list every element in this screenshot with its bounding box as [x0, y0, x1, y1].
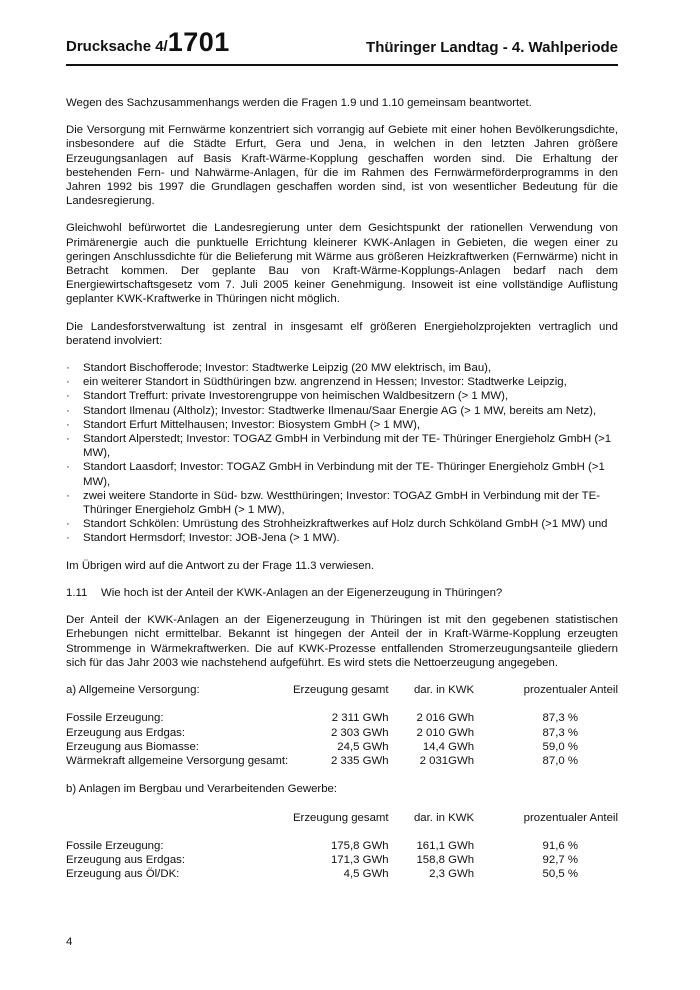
paragraph-1: Wegen des Sachzusammenhangs werden die Fragen 1.9 und 1.10 gemeinsam beantwortet. [66, 97, 532, 109]
bullet-icon: · [66, 518, 70, 531]
question-text: Wie hoch ist der Anteil der KWK-Anlagen an der Eigenerzeugung in Thüringen? [101, 586, 503, 599]
paragraph-5: Im Übrigen wird auf die Antwort zu der Frage 11.3 verwiesen. [66, 559, 375, 572]
project-list [66, 361, 618, 546]
bullet-icon: · [66, 404, 70, 417]
parliament-title: Thüringer Landtag - 4. Wahlperiode [366, 39, 618, 56]
bullet-icon: · [66, 433, 70, 446]
table-row: Erzeugung aus Erdgas: 171,3 GWh 158,8 GWh 92,7 % [66, 854, 578, 867]
bullet-icon: · [66, 418, 70, 431]
doc-number: 1701 [167, 27, 230, 57]
document-body [66, 96, 618, 882]
table-header-row [66, 811, 618, 825]
paragraph-2: Die Versorgung mit Fernwärme konzentriert sich vorrangig auf Gebiete mit einer hohen Bevölkerungsdichte, insbesondere auf die Städte Erfurt, Gera und Jena, in welchen in den letzten Jahren größere Erzeugungsanlagen auf Basis Kraft-Wärme-Kopplung geschaffen worden sind. Die Erhaltung der bestehenden Fern- und Nahwärme-Anlagen, für die im Rahmen des Fernwärmeförderprogramms in den Jahren 1992 bis 1997 die Grundlagen geschaffen worden sind, ist von wesentlicher Bedeutung für die Landesregierung. [66, 124, 618, 208]
question-number: 1.11 [66, 586, 88, 599]
table-title-row [66, 782, 618, 796]
column-header: Erzeugung gesamt [292, 811, 389, 824]
bullet-icon: · [66, 489, 70, 502]
list-item: · Standort Alperstedt; Investor: TOGAZ GmbH in Verbindung mit der TE- Thüringer Energieholz GmbH (>1 MW), [66, 433, 612, 460]
table-row: Erzeugung aus Öl/DK: 4,5 GWh 2,3 GWh 50,5 % [66, 868, 578, 881]
table-row: Erzeugung aus Biomasse: 24,5 GWh 14,4 GWh 59,0 % [66, 740, 578, 753]
paragraph-6: Der Anteil der KWK-Anlagen an der Eigenerzeugung in Thüringen ist mit den gegebenen statistischen Erhebungen nicht ermittelbar. Bekannt ist hingegen der Anteil der in Kraft-Wärme-Kopplung erzeugten Strommenge in Wärmekraftwerken. Die auf KWK-Prozesse entfallenden Stromerzeugungsanteile gliedern sich für das Jahr 2003 wie nachstehend aufgeführt. Es wird stets die Nettoerzeugung angegeben. [66, 614, 618, 669]
question-1-11 [66, 586, 618, 600]
column-header: dar. in KWK [413, 811, 475, 824]
bullet-icon: · [66, 532, 70, 545]
list-item: · ein weiterer Standort in Südthüringen bzw. angrenzend in Hessen; Investor: Stadtwerke Leipzig, [66, 376, 567, 389]
table-row: Fossile Erzeugung: 175,8 GWh 161,1 GWh 91,6 % [66, 840, 578, 853]
bullet-icon: · [66, 376, 70, 389]
table-row: Erzeugung aus Erdgas: 2 303 GWh 2 010 GWh 87,3 % [66, 726, 578, 739]
paragraph-4: Die Landesforstverwaltung ist zentral in insgesamt elf größeren Energieholzprojekten vertraglich und beratend involviert: [66, 320, 618, 347]
column-header: prozentualer Anteil [523, 811, 618, 824]
list-item: · Standort Bischofferode; Investor: Stadtwerke Leipzig (20 MW elektrisch, im Bau), [66, 362, 492, 375]
table-header-row [66, 683, 618, 697]
list-item: · Standort Schkölen: Umrüstung des Strohheizkraftwerkes auf Holz durch Schköland GmbH (>1 MW) und [66, 518, 608, 531]
paragraph-3: Gleichwohl befürwortet die Landesregierung unter dem Gesichtspunkt der rationellen Verwendung von Primärenergie auch die punktuelle Errichtung kleinerer KWK-Anlagen in Gebieten, die wegen einer zu geringen Anschlussdichte für die Belieferung mit Wärme aus größeren Heizkraftwerken (Fernwärme) nicht in Betracht kommen. Der geplante Bau von Kraft-Wärme-Kopplungs-Anlagen bedarf nach dem Energiewirtschaftsgesetz vom 7. Juli 2005 keiner Genehmigung. Insoweit ist eine vollständige Auflistung geplanter KWK-Kraftwerke in Thüringen nicht möglich. [66, 222, 618, 306]
column-header: Erzeugung gesamt [292, 683, 389, 696]
document-number [66, 27, 230, 58]
doc-label: Drucksache 4/ [66, 38, 168, 55]
list-item: · Standort Hermsdorf; Investor: JOB-Jena (> 1 MW). [66, 532, 340, 545]
list-item: · zwei weitere Standorte in Süd- bzw. Westthüringen; Investor: TOGAZ GmbH in Verbindung mit der TE-Thüringer Energieholz GmbH (> 1 MW), [66, 489, 601, 517]
table-title: a) Allgemeine Versorgung: [66, 683, 200, 696]
bullet-icon: · [66, 390, 70, 403]
list-item: · Standort Treffurt: private Investorengruppe von heimischen Waldbesitzern (> 1 MW), [66, 390, 509, 403]
list-item: · Standort Laasdorf; Investor: TOGAZ GmbH in Verbindung mit der TE- Thüringer Energieholz GmbH (>1 MW), [66, 461, 605, 488]
table-title: b) Anlagen im Bergbau und Verarbeitenden Gewerbe: [66, 783, 338, 796]
list-item: · Standort Ilmenau (Altholz); Investor: Stadtwerke Ilmenau/Saar Energie AG (> 1 MW, bereits am Netz), [66, 404, 597, 417]
bullet-icon: · [66, 461, 70, 474]
page-number: 4 [66, 936, 73, 948]
list-item: · Standort Erfurt Mittelhausen; Investor: Biosystem GmbH (> 1 MW), [66, 418, 421, 431]
column-header: prozentualer Anteil [523, 683, 618, 696]
header-rule [66, 64, 618, 66]
table-general-supply [66, 683, 618, 882]
page-header [66, 28, 618, 62]
table-row: Fossile Erzeugung: 2 311 GWh 2 016 GWh 87,3 % [66, 712, 578, 725]
table-row: Wärmekraft allgemeine Versorgung gesamt: 2 335 GWh 2 031GWh 87,0 % [66, 754, 578, 767]
bullet-icon: · [66, 362, 70, 375]
column-header: dar. in KWK [413, 683, 475, 696]
